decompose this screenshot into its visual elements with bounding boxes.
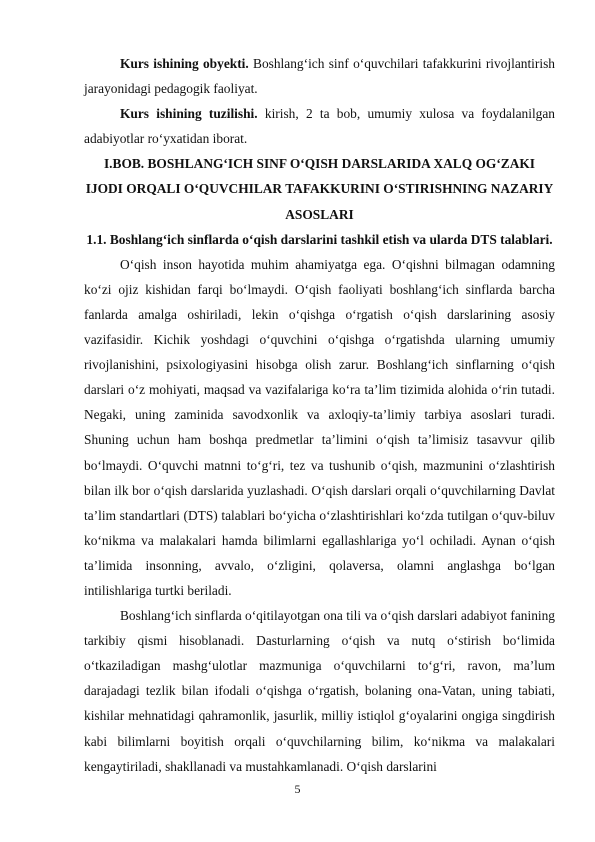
structure-label: Kurs ishining tuzilishi. — [120, 106, 258, 122]
paragraph-structure — [84, 101, 555, 151]
page-number: 5 — [294, 782, 301, 796]
object-text: Boshlang‘ich sinf o‘quvchilari tafakkurini rivojlantirish jarayonidagi pedagogik faoliyat. — [84, 56, 555, 97]
chapter-title: I.BOB. BOSHLANG‘ICH SINF O‘QISH DARSLARIDA XALQ OG‘ZAKI IJODI ORQALI O‘QUVCHILAR TAFAKKURINI O‘STIRISHNING NAZARIY ASOSLARI — [85, 156, 554, 222]
body-paragraph-2: Boshlang‘ich sinflarda o‘qitilayotgan ona tili va o‘qish darslari adabiyot fanining tarkibiy qismi hisoblanadi. Dasturlarning o‘qish va nutq o‘stirish bo‘limida o‘tkaziladigan mashg‘ulotlar mazmuniga o‘quvchilarni to‘g‘ri, ravon, ma’lum darajadagi tezlik bilan ifodali o‘qishga o‘rgatish, bolaning ona-Vatan, uning tabiati, kishilar mehnatidagi qahramonlik, jasurlik, milliy istiqlol g‘oyalarini ongiga singdirish kabi bilimlarni boyitish orqali o‘quvchilarning bilim, ko‘nikma va malakalari kengaytiriladi, shakllanadi va mustahkamlanadi. O‘qish darslarini — [84, 608, 555, 774]
page-content — [84, 51, 555, 779]
body-paragraph-1: O‘qish inson hayotida muhim ahamiyatga ega. O‘qishni bilmagan odamning ko‘zi ojiz kishidan farqi bo‘lmaydi. O‘qish faoliyati boshlang‘ich sinflarda barcha fanlarda amalga oshiriladi, lekin o‘qishga o‘rgatish o‘qish darslarining asosiy vazifasidir. Kichik yoshdagi o‘quvchini o‘qishga o‘rgatishda ularning umumiy rivojlanishini, psixologiyasini hisobga olish zarur. Boshlang‘ich sinflarning o‘qish darslari o‘z mohiyati, maqsad va vazifalariga ko‘ra ta’lim tizimida alohida o‘rin tutadi. Negaki, uning zaminida savodxonlik va axloqiy-ta’limiy tarbiya asoslari turadi. Shuning uchun ham boshqa predmetlar ta’limini o‘qish ta’limisiz tasavvur qilib bo‘lmaydi. O‘quvchi matnni to‘g‘ri, tez va tushunib o‘qish, mazmunini o‘zlashtirish bilan ilk bor o‘qish darslarida yuzlashadi. O‘qish darslari orqali o‘quvchilarning Davlat ta’lim standartlari (DTS) talablari bo‘yicha o‘zlashtirishlari ko‘zda tutilgan o‘quv-biluv ko‘nikma va malakalari hamda bilimlarni egallashlariga yo‘l ochiladi. Aynan o‘qish ta’limida insonning, avvalo, o‘zligini, qolaversa, olamni anglashga bo‘lgan intilishlariga turtki beriladi. — [84, 256, 555, 598]
structure-text: kirish, 2 ta bob, umumiy xulosa va foydalanilgan adabiyotlar ro‘yxatidan iborat. — [84, 106, 555, 147]
object-label: Kurs ishining obyekti. — [120, 56, 249, 71]
paragraph-object — [84, 51, 555, 101]
section-title: 1.1. Boshlang‘ich sinflarda o‘qish darslarini tashkil etish va ularda DTS talablari. — [86, 231, 553, 247]
